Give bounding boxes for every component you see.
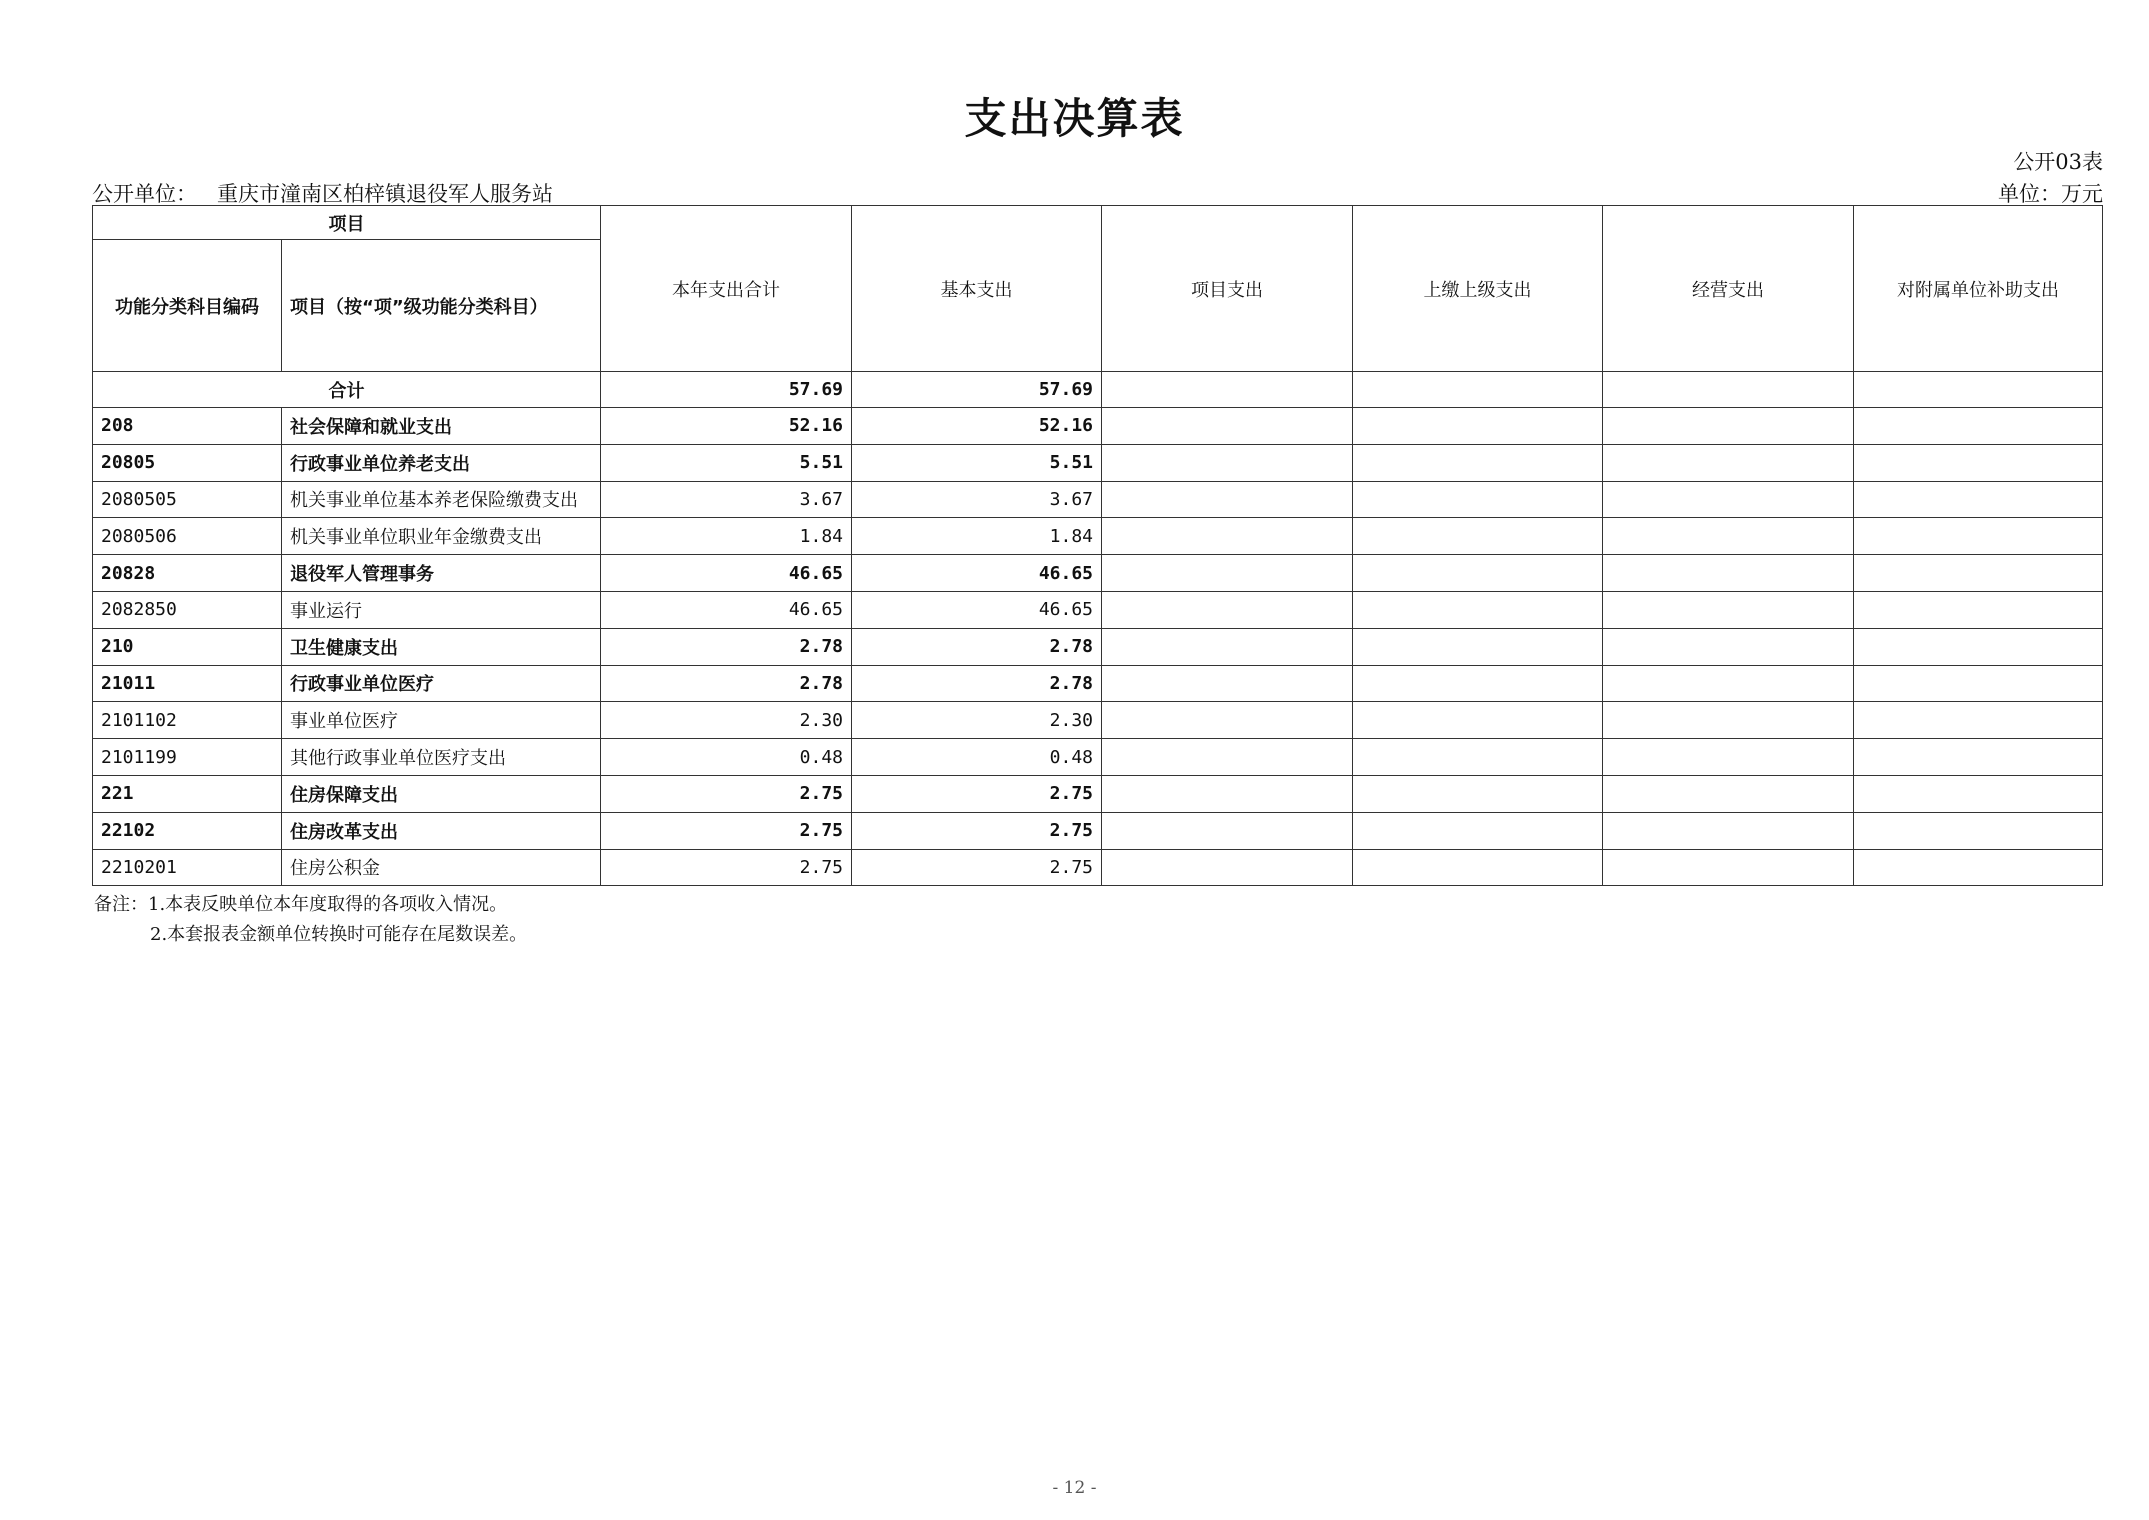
reporting-unit-name: 重庆市潼南区柏梓镇退役军人服务站 bbox=[217, 182, 553, 206]
row-subsidy bbox=[1854, 628, 2103, 665]
row-upper bbox=[1353, 591, 1603, 628]
row-business bbox=[1603, 555, 1854, 592]
row-total: 0.48 bbox=[601, 739, 852, 776]
row-upper bbox=[1353, 628, 1603, 665]
header-business: 经营支出 bbox=[1603, 206, 1854, 372]
row-basic: 52.16 bbox=[852, 408, 1102, 445]
row-upper bbox=[1353, 408, 1603, 445]
row-code: 2101199 bbox=[93, 739, 282, 776]
row-basic: 5.51 bbox=[852, 444, 1102, 481]
row-business bbox=[1603, 628, 1854, 665]
reporting-unit-label: 公开单位： bbox=[92, 182, 197, 206]
table-row bbox=[93, 408, 2103, 445]
row-basic: 2.30 bbox=[852, 702, 1102, 739]
row-name: 行政事业单位养老支出 bbox=[282, 444, 601, 481]
page-title: 支出决算表 bbox=[964, 94, 1185, 143]
row-basic: 2.75 bbox=[852, 812, 1102, 849]
note-2: 2.本套报表金额单位转换时可能存在尾数误差。 bbox=[150, 924, 528, 945]
row-project bbox=[1102, 849, 1353, 886]
total-row-upper bbox=[1353, 372, 1603, 408]
row-name: 社会保障和就业支出 bbox=[282, 408, 601, 445]
row-total: 1.84 bbox=[601, 518, 852, 555]
row-name: 住房改革支出 bbox=[282, 812, 601, 849]
row-total: 2.30 bbox=[601, 702, 852, 739]
row-subsidy bbox=[1854, 775, 2103, 812]
row-subsidy bbox=[1854, 849, 2103, 886]
row-project bbox=[1102, 812, 1353, 849]
row-business bbox=[1603, 702, 1854, 739]
row-subsidy bbox=[1854, 665, 2103, 702]
row-basic: 2.78 bbox=[852, 628, 1102, 665]
row-upper bbox=[1353, 849, 1603, 886]
total-row-total: 57.69 bbox=[601, 372, 852, 408]
table-row bbox=[93, 628, 2103, 665]
row-project bbox=[1102, 555, 1353, 592]
row-subsidy bbox=[1854, 702, 2103, 739]
table-row bbox=[93, 481, 2103, 518]
row-basic: 2.75 bbox=[852, 849, 1102, 886]
table-row bbox=[93, 739, 2103, 776]
header-item-group: 项目 bbox=[93, 206, 601, 240]
row-upper bbox=[1353, 775, 1603, 812]
table-row bbox=[93, 518, 2103, 555]
row-business bbox=[1603, 812, 1854, 849]
row-total: 46.65 bbox=[601, 591, 852, 628]
table-row bbox=[93, 444, 2103, 481]
total-row-subsidy bbox=[1854, 372, 2103, 408]
expenditure-table bbox=[92, 205, 2103, 886]
row-project bbox=[1102, 591, 1353, 628]
row-basic: 46.65 bbox=[852, 555, 1102, 592]
row-upper bbox=[1353, 665, 1603, 702]
row-total: 3.67 bbox=[601, 481, 852, 518]
row-subsidy bbox=[1854, 408, 2103, 445]
page-number: - 12 - bbox=[1052, 1478, 1097, 1498]
row-name: 其他行政事业单位医疗支出 bbox=[282, 739, 601, 776]
row-code: 2080506 bbox=[93, 518, 282, 555]
row-name: 退役军人管理事务 bbox=[282, 555, 601, 592]
row-upper bbox=[1353, 444, 1603, 481]
row-subsidy bbox=[1854, 518, 2103, 555]
table-row bbox=[93, 775, 2103, 812]
row-upper bbox=[1353, 518, 1603, 555]
row-basic: 0.48 bbox=[852, 739, 1102, 776]
row-subsidy bbox=[1854, 481, 2103, 518]
row-project bbox=[1102, 739, 1353, 776]
row-subsidy bbox=[1854, 444, 2103, 481]
table-row bbox=[93, 665, 2103, 702]
header-code: 功能分类科目编码 bbox=[93, 240, 282, 372]
row-basic: 3.67 bbox=[852, 481, 1102, 518]
row-total: 2.75 bbox=[601, 812, 852, 849]
reporting-unit bbox=[92, 178, 553, 208]
row-name: 机关事业单位职业年金缴费支出 bbox=[282, 518, 601, 555]
row-name: 机关事业单位基本养老保险缴费支出 bbox=[282, 481, 601, 518]
row-basic: 2.78 bbox=[852, 665, 1102, 702]
row-project bbox=[1102, 775, 1353, 812]
table-row bbox=[93, 555, 2103, 592]
row-name: 住房保障支出 bbox=[282, 775, 601, 812]
row-business bbox=[1603, 591, 1854, 628]
row-business bbox=[1603, 849, 1854, 886]
row-basic: 46.65 bbox=[852, 591, 1102, 628]
row-code: 21011 bbox=[93, 665, 282, 702]
row-project bbox=[1102, 702, 1353, 739]
row-name: 事业单位医疗 bbox=[282, 702, 601, 739]
header-name: 项目（按“项”级功能分类科目） bbox=[282, 240, 601, 372]
money-unit: 单位：万元 bbox=[1998, 182, 2103, 206]
total-row-business bbox=[1603, 372, 1854, 408]
row-business bbox=[1603, 408, 1854, 445]
row-business bbox=[1603, 444, 1854, 481]
note-1: 备注：1.本表反映单位本年度取得的各项收入情况。 bbox=[94, 894, 508, 915]
row-code: 2080505 bbox=[93, 481, 282, 518]
form-number: 公开03表 bbox=[2013, 150, 2103, 174]
row-name: 行政事业单位医疗 bbox=[282, 665, 601, 702]
table-row bbox=[93, 702, 2103, 739]
row-total: 2.78 bbox=[601, 665, 852, 702]
row-total: 2.75 bbox=[601, 775, 852, 812]
row-basic: 2.75 bbox=[852, 775, 1102, 812]
header-subsidy: 对附属单位补助支出 bbox=[1854, 206, 2103, 372]
row-code: 210 bbox=[93, 628, 282, 665]
row-code: 22102 bbox=[93, 812, 282, 849]
row-project bbox=[1102, 408, 1353, 445]
row-project bbox=[1102, 481, 1353, 518]
row-upper bbox=[1353, 812, 1603, 849]
row-code: 2082850 bbox=[93, 591, 282, 628]
row-total: 2.75 bbox=[601, 849, 852, 886]
header-basic: 基本支出 bbox=[852, 206, 1102, 372]
table-row bbox=[93, 849, 2103, 886]
row-code: 20805 bbox=[93, 444, 282, 481]
row-total: 5.51 bbox=[601, 444, 852, 481]
total-row-project bbox=[1102, 372, 1353, 408]
row-subsidy bbox=[1854, 555, 2103, 592]
row-total: 46.65 bbox=[601, 555, 852, 592]
row-basic: 1.84 bbox=[852, 518, 1102, 555]
row-business bbox=[1603, 665, 1854, 702]
table-row bbox=[93, 591, 2103, 628]
row-total: 52.16 bbox=[601, 408, 852, 445]
row-project bbox=[1102, 665, 1353, 702]
total-row-label: 合计 bbox=[93, 372, 601, 408]
row-name: 住房公积金 bbox=[282, 849, 601, 886]
header-project: 项目支出 bbox=[1102, 206, 1353, 372]
row-subsidy bbox=[1854, 739, 2103, 776]
row-upper bbox=[1353, 739, 1603, 776]
row-total: 2.78 bbox=[601, 628, 852, 665]
row-project bbox=[1102, 518, 1353, 555]
row-code: 2101102 bbox=[93, 702, 282, 739]
row-upper bbox=[1353, 702, 1603, 739]
header-total: 本年支出合计 bbox=[601, 206, 852, 372]
row-subsidy bbox=[1854, 812, 2103, 849]
row-subsidy bbox=[1854, 591, 2103, 628]
header-upper: 上缴上级支出 bbox=[1353, 206, 1603, 372]
row-upper bbox=[1353, 481, 1603, 518]
total-row-basic: 57.69 bbox=[852, 372, 1102, 408]
notes bbox=[94, 890, 527, 950]
row-business bbox=[1603, 775, 1854, 812]
row-name: 卫生健康支出 bbox=[282, 628, 601, 665]
row-code: 208 bbox=[93, 408, 282, 445]
row-business bbox=[1603, 481, 1854, 518]
row-project bbox=[1102, 628, 1353, 665]
row-upper bbox=[1353, 555, 1603, 592]
row-name: 事业运行 bbox=[282, 591, 601, 628]
table-row bbox=[93, 812, 2103, 849]
row-code: 20828 bbox=[93, 555, 282, 592]
row-project bbox=[1102, 444, 1353, 481]
row-business bbox=[1603, 739, 1854, 776]
row-code: 2210201 bbox=[93, 849, 282, 886]
row-business bbox=[1603, 518, 1854, 555]
row-code: 221 bbox=[93, 775, 282, 812]
